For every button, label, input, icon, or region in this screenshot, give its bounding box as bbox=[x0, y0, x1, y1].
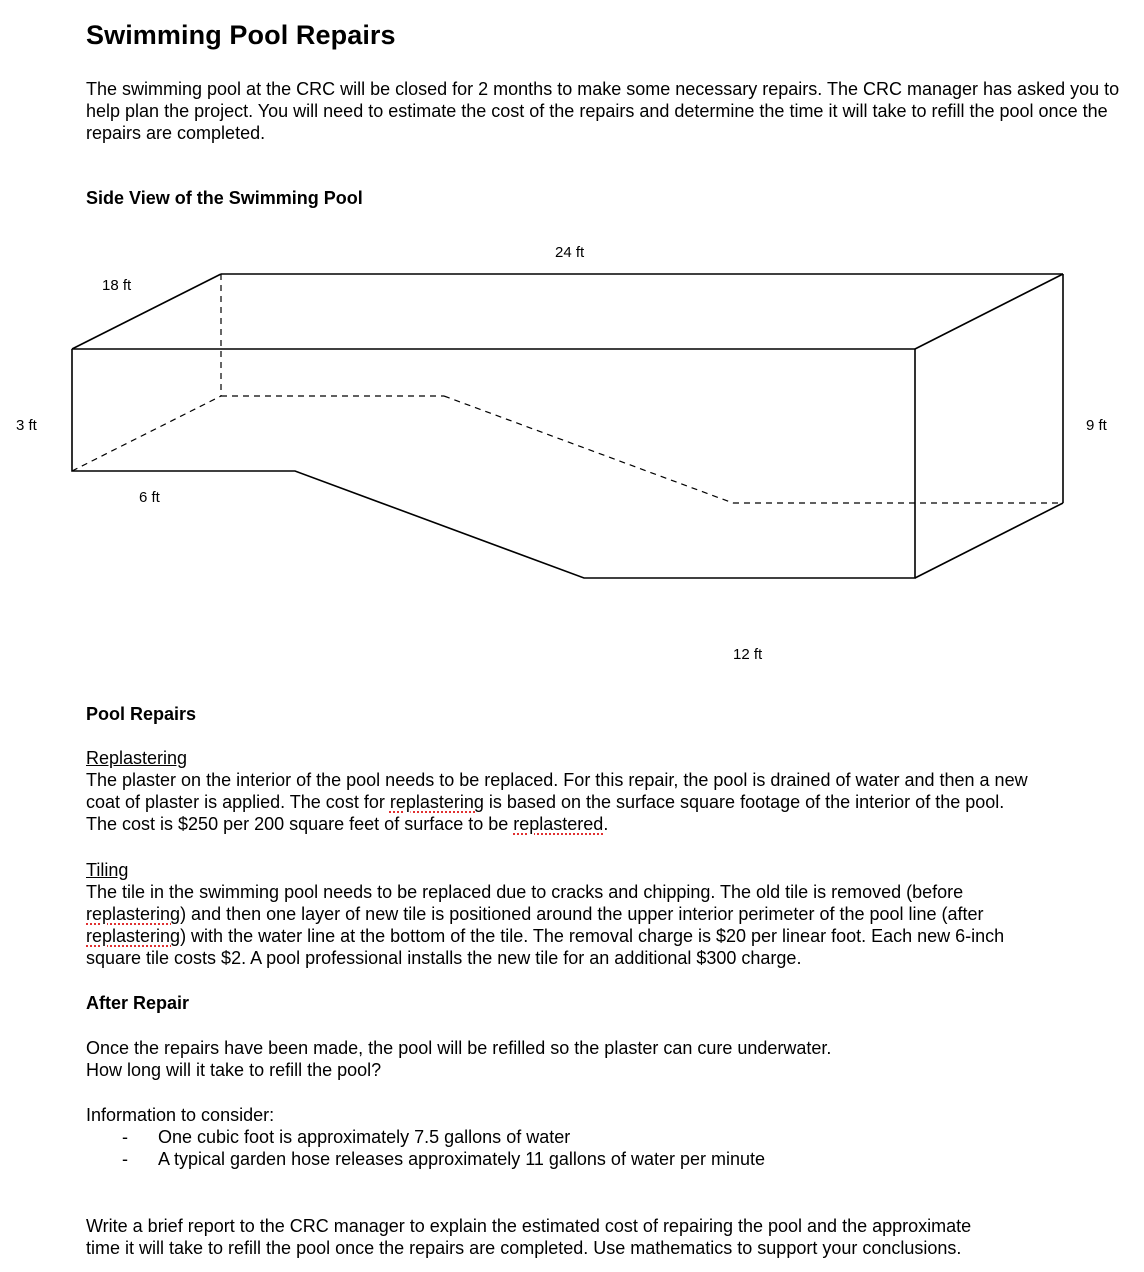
text-segment: . bbox=[603, 814, 609, 834]
tiling-line-3 bbox=[86, 925, 1136, 947]
spellcheck-word: replastering bbox=[86, 926, 181, 946]
dim-deep-depth: 9 ft bbox=[1086, 417, 1107, 434]
tiling-line-4: square tile costs $2. A pool professional installs the new tile for an additional $300 charge. bbox=[86, 948, 802, 968]
top-left-edge bbox=[72, 274, 221, 349]
dim-shallow-length: 6 ft bbox=[139, 489, 160, 506]
front-face-outline bbox=[72, 349, 915, 578]
after-repair-line-2: How long will it take to refill the pool? bbox=[86, 1060, 382, 1080]
info-section bbox=[86, 1104, 1126, 1170]
dim-deep-length: 12 ft bbox=[733, 646, 763, 663]
dim-shallow-depth: 3 ft bbox=[16, 417, 37, 434]
report-line-1: Write a brief report to the CRC manager to explain the estimated cost of repairing the pool and the approximate bbox=[86, 1216, 972, 1236]
replastering-line-2 bbox=[86, 791, 1136, 813]
replastering-line-1: The plaster on the interior of the pool needs to be replaced. For this repair, the pool is drained of water and then a new bbox=[86, 770, 1028, 790]
spellcheck-word: replastering bbox=[86, 904, 181, 924]
bottom-right-edge bbox=[915, 503, 1063, 578]
list-item bbox=[86, 1126, 1126, 1148]
replastering-section bbox=[86, 747, 1136, 835]
info-item-text: One cubic foot is approximately 7.5 gallons of water bbox=[158, 1127, 571, 1147]
tiling-section bbox=[86, 859, 1136, 969]
after-repair-heading: After Repair bbox=[86, 993, 190, 1013]
info-item-text: A typical garden hose releases approximately 11 gallons of water per minute bbox=[158, 1149, 766, 1169]
intro-paragraph: The swimming pool at the CRC will be closed for 2 months to make some necessary repairs. The CRC manager has asked you to help plan the project. You will need to estimate the cost of the repairs and determine the time it will take to refill the pool once the repairs are completed. bbox=[86, 79, 1120, 143]
pool-repairs-heading: Pool Repairs bbox=[86, 704, 197, 724]
info-heading: Information to consider: bbox=[86, 1105, 275, 1125]
after-repair-text bbox=[86, 1037, 1126, 1081]
tiling-title: Tiling bbox=[86, 860, 129, 880]
list-item bbox=[86, 1148, 1126, 1170]
replastering-title: Replastering bbox=[86, 748, 188, 768]
top-right-edge bbox=[915, 274, 1063, 349]
dim-width: 18 ft bbox=[102, 277, 132, 294]
text-segment: The cost is $250 per 200 square feet of surface to be bbox=[86, 814, 514, 834]
page-title: Swimming Pool Repairs bbox=[86, 20, 396, 50]
report-prompt bbox=[86, 1215, 1126, 1259]
spellcheck-word: replastering bbox=[389, 792, 484, 812]
after-repair-line-1: Once the repairs have been made, the pool will be refilled so the plaster can cure underwater. bbox=[86, 1038, 832, 1058]
text-segment: ) with the water line at the bottom of the tile. The removal charge is $20 per linear foot. Each new 6-inch bbox=[180, 926, 1005, 946]
dash-bullet-icon: - bbox=[122, 1127, 128, 1147]
info-list bbox=[86, 1126, 1126, 1170]
replastering-line-3 bbox=[86, 813, 1136, 835]
report-line-2: time it will take to refill the pool once the repairs are completed. Use mathematics to support your conclusions. bbox=[86, 1238, 962, 1258]
hidden-slope bbox=[444, 396, 733, 503]
tiling-line-2 bbox=[86, 903, 1136, 925]
text-segment: is based on the surface square footage of the interior of the pool. bbox=[483, 792, 1005, 812]
tiling-line-1: The tile in the swimming pool needs to be replaced due to cracks and chipping. The old tile is removed (before bbox=[86, 882, 964, 902]
dash-bullet-icon: - bbox=[122, 1149, 128, 1169]
spellcheck-word: replastered bbox=[513, 814, 604, 834]
pool-side-view-diagram bbox=[0, 230, 1144, 670]
text-segment: coat of plaster is applied. The cost for bbox=[86, 792, 390, 812]
side-view-heading: Side View of the Swimming Pool bbox=[86, 188, 363, 208]
text-segment: ) and then one layer of new tile is positioned around the upper interior perimeter of the pool line (after bbox=[180, 904, 984, 924]
dim-top-length: 24 ft bbox=[555, 244, 585, 261]
hidden-bottom-left-edge bbox=[72, 396, 221, 471]
